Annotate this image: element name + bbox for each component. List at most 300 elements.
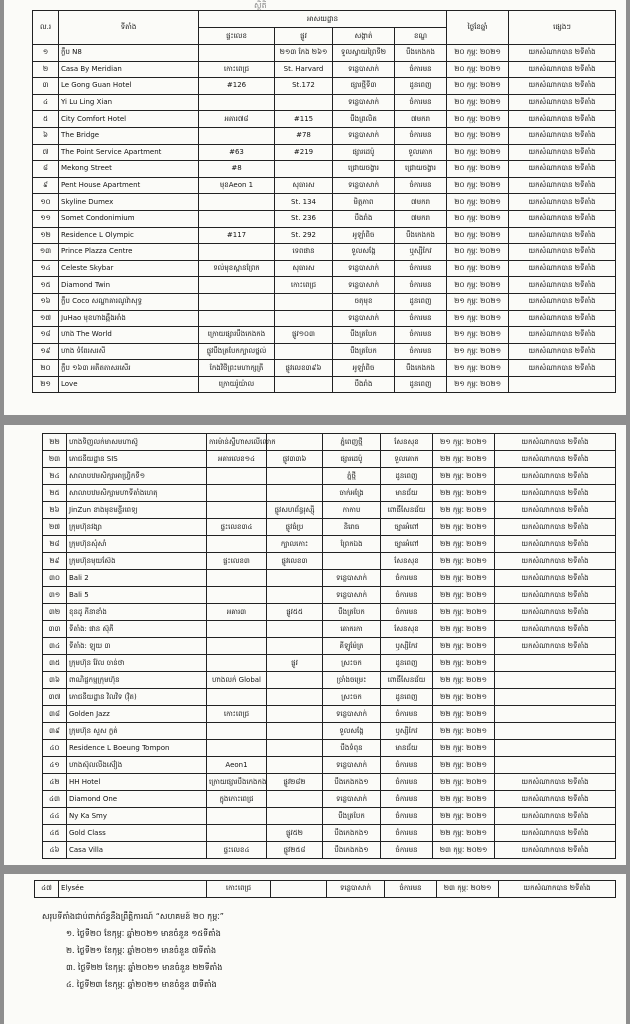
- cell-other: យកសំណាកបាន ២ទីតាំង: [495, 451, 616, 468]
- cell-other: [495, 672, 616, 689]
- cell-other: យកសំណាកបាន ២ទីតាំង: [495, 774, 616, 791]
- cell-street: [267, 740, 323, 757]
- cell-street: ផ្លូវ២៥៨: [267, 842, 323, 859]
- cell-name: សាលាបឋមសិក្សាមហាទីតាំងហេតុ: [67, 485, 207, 502]
- cell-district: ដូនពេញ: [395, 376, 447, 393]
- cell-no: ១៤: [33, 260, 59, 277]
- cell-house: [207, 825, 267, 842]
- cell-name: Elysée: [59, 881, 207, 898]
- cell-district: ចំការមន: [395, 327, 447, 344]
- cell-house: [199, 94, 275, 111]
- cell-name: Bali 2: [67, 570, 207, 587]
- cell-commune: ស្រះចក: [323, 689, 381, 706]
- cell-other: យកសំណាកបាន ២ទីតាំង: [495, 791, 616, 808]
- cell-house: ផ្ទះលេខ៣៤: [207, 519, 267, 536]
- cell-date: ២០ កុម្ភៈ ២០២១: [447, 144, 509, 161]
- cell-commune: ទន្លេបាសាក់: [323, 587, 381, 604]
- cell-commune: ទួលសង្កែ: [333, 244, 395, 261]
- cell-street: St. 236: [275, 210, 333, 227]
- cell-no: ២៨: [43, 536, 67, 553]
- cell-house: [199, 194, 275, 211]
- cell-other: យកសំណាកបាន ២ទីតាំង: [495, 434, 616, 451]
- table-row: [33, 244, 616, 261]
- cut-title: ស្ថិតិ: [254, 1, 267, 10]
- cell-date: ២២ កុម្ភៈ ២០២១: [433, 825, 495, 842]
- cell-district: ឫស្សីកែវ: [381, 638, 433, 655]
- cell-street: [267, 570, 323, 587]
- cell-no: ៣៣: [43, 621, 67, 638]
- table-row: [33, 177, 616, 194]
- cell-name: The Point Service Apartment: [59, 144, 199, 161]
- cell-no: ៤២: [43, 774, 67, 791]
- table-row: [43, 434, 616, 451]
- cell-street: ទេពផាន: [275, 244, 333, 261]
- locations-table-1: [32, 10, 616, 393]
- cell-no: ១៥: [33, 277, 59, 294]
- cell-commune: ផ្សារថ្មីទី៣: [333, 78, 395, 95]
- cell-name: City Comfort Hotel: [59, 111, 199, 128]
- cell-date: ២០ កុម្ភៈ ២០២១: [447, 227, 509, 244]
- cell-no: ៤០: [43, 740, 67, 757]
- table-row: [43, 791, 616, 808]
- cell-commune: ទន្លេបាសាក់: [323, 791, 381, 808]
- cell-date: ២១ កុម្ភៈ ២០២១: [433, 434, 495, 451]
- cell-district: ឫស្សីកែវ: [381, 723, 433, 740]
- table-row: [33, 161, 616, 178]
- table-row: [43, 468, 616, 485]
- cell-district: សែនសុខ: [381, 553, 433, 570]
- cell-other: យកសំណាកបាន ២ទីតាំង: [509, 177, 616, 194]
- cell-other: យកសំណាកបាន ២ទីតាំង: [509, 327, 616, 344]
- cell-district: ដូនពេញ: [395, 293, 447, 310]
- cell-name: ក្រុមហ៊ុន វ៉ែល ចាន់ថា: [67, 655, 207, 672]
- cell-name: JinZun ខាងមុខមន្ទីរពេទ្យ: [67, 502, 207, 519]
- cell-street: ផ្លូវសហព័ន្ធរុស្ស៊ី: [267, 502, 323, 519]
- cell-name: Mekong Street: [59, 161, 199, 178]
- cell-house: [207, 570, 267, 587]
- cell-commune: ទន្លេបាសាក់: [333, 61, 395, 78]
- table-row: [33, 94, 616, 111]
- cell-commune: ទន្លេបាសាក់: [333, 94, 395, 111]
- cell-name: Somet Condonimium: [59, 210, 199, 227]
- table-sheet-2: [4, 425, 626, 865]
- cell-date: ២២ កុម្ភៈ ២០២១: [433, 570, 495, 587]
- cell-no: ៤: [33, 94, 59, 111]
- cell-district: បឹងកេងកង: [395, 227, 447, 244]
- table-row: [33, 293, 616, 310]
- cell-other: យកសំណាកបាន ២ទីតាំង: [495, 468, 616, 485]
- cell-no: ៤១: [43, 757, 67, 774]
- cell-no: ១: [33, 45, 59, 62]
- cell-street: St. Harvard: [275, 61, 333, 78]
- table-sheet-3: [4, 874, 626, 1024]
- cell-date: ២២ កុម្ភៈ ២០២១: [433, 774, 495, 791]
- cell-other: យកសំណាកបាន ២ទីតាំង: [509, 310, 616, 327]
- cell-house: អគារ៣: [207, 604, 267, 621]
- cell-other: [495, 689, 616, 706]
- cell-house: ផ្លូវបឹងត្របែកក្បាលថ្នល់: [199, 343, 275, 360]
- table-row: [43, 689, 616, 706]
- cell-house: [199, 293, 275, 310]
- cell-name: JuHao មុខហាងឆ្អឹងអាំង: [59, 310, 199, 327]
- summary-notes: [34, 908, 616, 993]
- summary-item: ៤. ថ្ងៃទី២៣ ខែកុម្ភៈ ឆ្នាំ២០២១ មានចំនួន ៣ទីតាំង: [66, 979, 217, 989]
- cell-street: [267, 638, 323, 655]
- cell-street: [275, 376, 333, 393]
- cell-house: #126: [199, 78, 275, 95]
- cell-other: យកសំណាកបាន ២ទីតាំង: [495, 638, 616, 655]
- cell-street: [267, 587, 323, 604]
- header-address: អាសយដ្ឋាន: [199, 11, 447, 28]
- cell-commune: អូឡាំពិច: [333, 360, 395, 377]
- locations-table-2: [42, 433, 616, 859]
- cell-no: ៤៣: [43, 791, 67, 808]
- cell-no: ២៦: [43, 502, 67, 519]
- cell-district: ជ្រោយចង្វារ: [395, 161, 447, 178]
- cell-name: Pent House Apartment: [59, 177, 199, 194]
- cell-other: [495, 723, 616, 740]
- cell-commune: បឹងត្របែក: [323, 808, 381, 825]
- cell-no: ៣៥: [43, 655, 67, 672]
- header-date: ថ្ងៃខែឆ្នាំ: [447, 11, 509, 45]
- cell-no: ២៤: [43, 468, 67, 485]
- cell-date: ២៣ កុម្ភៈ ២០២១: [437, 881, 499, 898]
- table-row: [43, 451, 616, 468]
- cell-name: Celeste Skybar: [59, 260, 199, 277]
- cell-name: Prince Plazza Centre: [59, 244, 199, 261]
- cell-commune: ទន្លេបាសាក់: [327, 881, 385, 898]
- cell-commune: ទន្លេបាសាក់: [333, 177, 395, 194]
- cell-house: ហាងលក់ Global: [207, 672, 267, 689]
- table-row: [43, 757, 616, 774]
- table-row: [43, 536, 616, 553]
- cell-date: ២០ កុម្ភៈ ២០២១: [447, 111, 509, 128]
- cell-commune: ផ្សារដេប៉ូ: [333, 144, 395, 161]
- cell-house: [207, 689, 267, 706]
- cell-district: ចំការមន: [395, 310, 447, 327]
- cell-no: ២៥: [43, 485, 67, 502]
- cell-name: ពាណិជ្ជកម្មក្រុមហ៊ុន: [67, 672, 207, 689]
- cell-no: ១៨: [33, 327, 59, 344]
- cell-other: យកសំណាកបាន ២ទីតាំង: [509, 277, 616, 294]
- cell-name: ក្រុមហ៊ុនវង្សា: [67, 519, 207, 536]
- cell-name: Bali 5: [67, 587, 207, 604]
- cell-other: យកសំណាកបាន ២ទីតាំង: [509, 144, 616, 161]
- cell-date: ២១ កុម្ភៈ ២០២១: [447, 343, 509, 360]
- cell-house: កែងវិថីព្រះមហាក្សត្រី: [199, 360, 275, 377]
- cell-district: ច្បារអំពៅ: [381, 519, 433, 536]
- cell-street: [275, 293, 333, 310]
- cell-name: សាលាបឋមសិក្សាអាហ្វ្រិកទី១: [67, 468, 207, 485]
- table-row: [33, 227, 616, 244]
- cell-commune: អូឡាំពិច: [333, 227, 395, 244]
- cell-no: ៣២: [43, 604, 67, 621]
- cell-date: ២០ កុម្ភៈ ២០២១: [447, 210, 509, 227]
- cell-house: មុខAeon 1: [199, 177, 275, 194]
- cell-other: យកសំណាកបាន ២ទីតាំង: [495, 502, 616, 519]
- cell-district: ច្បារអំពៅ: [381, 536, 433, 553]
- cell-no: ៦: [33, 127, 59, 144]
- cell-district: ចំការមន: [381, 808, 433, 825]
- cell-street: #115: [275, 111, 333, 128]
- cell-district: ចំការមន: [381, 604, 433, 621]
- cell-district: ពោធិ៍សែនជ័យ: [381, 502, 433, 519]
- cell-date: ២២ កុម្ភៈ ២០២១: [433, 672, 495, 689]
- cell-district: ដូនពេញ: [395, 78, 447, 95]
- cell-commune: ទន្លេបាសាក់: [323, 570, 381, 587]
- cell-name: Love: [59, 376, 199, 393]
- cell-street: ផ្លូវលេខ៣: [267, 553, 323, 570]
- cell-date: ២២ កុម្ភៈ ២០២១: [433, 706, 495, 723]
- cell-commune: [323, 553, 381, 570]
- cell-district: ទួលគោក: [395, 144, 447, 161]
- cell-house: [207, 587, 267, 604]
- cell-name: ភោជនីយដ្ឋាន SIS: [67, 451, 207, 468]
- cell-street: ផ្លូវ៥២: [267, 825, 323, 842]
- cell-other: យកសំណាកបាន ២ទីតាំង: [499, 881, 616, 898]
- cell-house: [199, 45, 275, 62]
- cell-district: ចំការមន: [395, 277, 447, 294]
- cell-district: ឬស្សីកែវ: [395, 244, 447, 261]
- cell-date: ២១ កុម្ភៈ ២០២១: [447, 376, 509, 393]
- cell-date: ២០ កុម្ភៈ ២០២១: [447, 61, 509, 78]
- cell-other: យកសំណាកបាន ២ទីតាំង: [509, 194, 616, 211]
- cell-house: [207, 502, 267, 519]
- cell-no: ១៧: [33, 310, 59, 327]
- cell-date: ២២ កុម្ភៈ ២០២១: [433, 740, 495, 757]
- cell-no: ១១: [33, 210, 59, 227]
- cell-commune: ផ្សារដេប៉ូ: [323, 451, 381, 468]
- cell-no: ១២: [33, 227, 59, 244]
- cell-commune: ចាក់អង្រែ: [323, 485, 381, 502]
- cell-house: ក្រោយផ្សារបឹងកេងកង: [199, 327, 275, 344]
- cell-other: យកសំណាកបាន ២ទីតាំង: [495, 842, 616, 859]
- cell-no: ១០: [33, 194, 59, 211]
- cell-other: យកសំណាកបាន ២ទីតាំង: [509, 227, 616, 244]
- cell-other: យកសំណាកបាន ២ទីតាំង: [509, 210, 616, 227]
- cell-name: ទីតាំង: ផាន ស៊ុភី: [67, 621, 207, 638]
- cell-street: ផ្លូវ៣៣៦: [267, 451, 323, 468]
- cell-district: សែនសុខ: [381, 621, 433, 638]
- cell-date: ២០ កុម្ភៈ ២០២១: [447, 161, 509, 178]
- summary-item: ៣. ថ្ងៃទី២២ ខែកុម្ភៈ ឆ្នាំ២០២១ មានចំនួន ២២ទីតាំង: [66, 962, 223, 972]
- table-sheet-1: [4, 0, 626, 415]
- cell-other: យកសំណាកបាន ២ទីតាំង: [495, 519, 616, 536]
- cell-district: ចំការមន: [395, 94, 447, 111]
- cell-commune: ចតុមុខ: [333, 293, 395, 310]
- cell-commune: ទន្លេបាសាក់: [333, 310, 395, 327]
- cell-house: [207, 740, 267, 757]
- cell-street: #78: [275, 127, 333, 144]
- table-row: [43, 604, 616, 621]
- cell-commune: ទន្លេបាសាក់: [333, 127, 395, 144]
- cell-name: Skyline Dumex: [59, 194, 199, 211]
- cell-street: [275, 343, 333, 360]
- table-row: [43, 655, 616, 672]
- table-row: [43, 825, 616, 842]
- cell-date: ២២ កុម្ភៈ ២០២១: [433, 536, 495, 553]
- cell-name: Casa By Meridian: [59, 61, 199, 78]
- cell-no: ២១: [33, 376, 59, 393]
- cell-name: ក្រុមហ៊ុន សួស ក្លត់: [67, 723, 207, 740]
- cell-name: ហាងស៊ុលលីងស៊ៀង: [67, 757, 207, 774]
- cell-commune: ជ្រោយចង្វារ: [333, 161, 395, 178]
- cell-commune: ស្រះចក: [323, 655, 381, 672]
- cell-street: កោះពេជ្រ: [275, 277, 333, 294]
- cell-commune: និរោធ: [323, 519, 381, 536]
- cell-no: ១៦: [33, 293, 59, 310]
- cell-house: កោះពេជ្រ: [207, 706, 267, 723]
- cell-street: [267, 706, 323, 723]
- table-row: [33, 277, 616, 294]
- cell-other: យកសំណាកបាន ២ទីតាំង: [509, 45, 616, 62]
- cell-commune: បឹងត្របែក: [333, 327, 395, 344]
- cell-name: ក្រុមហ៊ុនមុយស៊ែង: [67, 553, 207, 570]
- cell-date: ២១ កុម្ភៈ ២០២១: [447, 327, 509, 344]
- cell-street: [267, 468, 323, 485]
- cell-house: #63: [199, 144, 275, 161]
- cell-street: ផ្លូវ២៨២: [267, 774, 323, 791]
- cell-other: យកសំណាកបាន ២ទីតាំង: [509, 111, 616, 128]
- table-row: [33, 61, 616, 78]
- header-no: ល.រ: [33, 11, 59, 45]
- cell-commune: គោករកា: [323, 621, 381, 638]
- table-row: [33, 343, 616, 360]
- cell-street: [271, 881, 327, 898]
- cell-street: #219: [275, 144, 333, 161]
- cell-other: [495, 706, 616, 723]
- cell-name: ហាងទិញលក់មាសមហាស៊ូ: [67, 434, 207, 451]
- cell-no: ៨: [33, 161, 59, 178]
- table-row: [43, 485, 616, 502]
- cell-name: Ny Ka Smy: [67, 808, 207, 825]
- cell-date: ២២ កុម្ភៈ ២០២១: [433, 621, 495, 638]
- cell-other: [509, 376, 616, 393]
- cell-commune: ទួលស្វាយព្រៃទី២: [333, 45, 395, 62]
- cell-no: ៤៥: [43, 825, 67, 842]
- cell-name: Diamond Twin: [59, 277, 199, 294]
- cell-no: ៣៤: [43, 638, 67, 655]
- cell-name: Yi Lu Ling Xian: [59, 94, 199, 111]
- table-row: [43, 570, 616, 587]
- cell-date: ២០ កុម្ភៈ ២០២១: [447, 244, 509, 261]
- cell-date: ២២ កុម្ភៈ ២០២១: [433, 638, 495, 655]
- cell-other: [495, 655, 616, 672]
- cell-commune: ទួលសង្កែ: [323, 723, 381, 740]
- cell-commune: បឹងព្រលិត: [333, 111, 395, 128]
- table-row: [33, 376, 616, 393]
- cell-name: The Bridge: [59, 127, 199, 144]
- cell-house: [207, 655, 267, 672]
- cell-district: ចំការមន: [395, 260, 447, 277]
- cell-house: ការម៉ាន់ស្ទីហាសលើលោក: [207, 434, 267, 451]
- table-row: [43, 808, 616, 825]
- cell-name: Gold Class: [67, 825, 207, 842]
- cell-street: ផ្លូវ៥៥: [267, 604, 323, 621]
- cell-commune: បឹងត្របែក: [333, 343, 395, 360]
- summary-item: ២. ថ្ងៃទី២១ ខែកុម្ភៈ ឆ្នាំ២០២១ មានចំនួន ៧ទីតាំង: [66, 945, 217, 955]
- cell-commune: បឹងរាំង: [333, 376, 395, 393]
- cell-name: ក្រុមហ៊ុនសុំសាំ: [67, 536, 207, 553]
- cell-date: ២២ កុម្ភៈ ២០២១: [433, 468, 495, 485]
- cell-name: ហាង The World: [59, 327, 199, 344]
- header-district: ខណ្ឌ: [395, 28, 447, 45]
- cell-commune: បឹងត្របែក: [323, 604, 381, 621]
- cell-street: ផ្លូវលេខ៣៩៦: [275, 360, 333, 377]
- cell-street: សុធារស: [275, 177, 333, 194]
- cell-district: បឹងកេងកង: [395, 360, 447, 377]
- cell-commune: បឹងរាំង: [333, 210, 395, 227]
- cell-date: ២១ កុម្ភៈ ២០២១: [447, 310, 509, 327]
- cell-street: [275, 161, 333, 178]
- table-row: [33, 210, 616, 227]
- cell-district: បឹងកេងកង: [395, 45, 447, 62]
- cell-name: Casa Villa: [67, 842, 207, 859]
- cell-district: ចំការមន: [395, 127, 447, 144]
- table-row: [33, 310, 616, 327]
- cell-district: ចំការមន: [381, 570, 433, 587]
- cell-street: [267, 808, 323, 825]
- summary-heading: សរុបទីតាំងជាប់ពាក់ព័ន្ធនឹងព្រឹត្តិការណ៍ “សហគមន៍ ២០ កុម្ភៈ”: [42, 911, 224, 921]
- cell-district: ៧មករា: [395, 111, 447, 128]
- cell-district: ចំការមន: [381, 825, 433, 842]
- cell-name: HH Hotel: [67, 774, 207, 791]
- locations-table-3: [34, 880, 616, 898]
- cell-name: ភោជនីយដ្ឋាន វិលវិទ (វ៉ិត): [67, 689, 207, 706]
- summary-item: ១. ថ្ងៃទី២០ ខែកុម្ភៈ ឆ្នាំ២០២១ មានចំនួន ១៥ទីតាំង: [66, 928, 221, 938]
- table-row: [33, 144, 616, 161]
- cell-district: ចំការមន: [395, 343, 447, 360]
- cell-date: ២០ កុម្ភៈ ២០២១: [447, 277, 509, 294]
- cell-street: [267, 485, 323, 502]
- table-row: [43, 621, 616, 638]
- cell-district: ទួលគោក: [381, 451, 433, 468]
- cell-house: អគារលេខ១៤: [207, 451, 267, 468]
- cell-other: យកសំណាកបាន ២ទីតាំង: [509, 127, 616, 144]
- cell-street: [267, 791, 323, 808]
- cell-no: ៤៧: [35, 881, 59, 898]
- cell-no: ៥: [33, 111, 59, 128]
- header-other: ផ្សេងៗ: [509, 11, 616, 45]
- cell-commune: ទន្លេបាសាក់: [323, 757, 381, 774]
- cell-date: ២២ កុម្ភៈ ២០២១: [433, 723, 495, 740]
- cell-no: ៣១: [43, 587, 67, 604]
- table-row: [43, 723, 616, 740]
- cell-other: យកសំណាកបាន ២ទីតាំង: [495, 621, 616, 638]
- cell-commune: មិត្តភាព: [333, 194, 395, 211]
- cell-date: ២២ កុម្ភៈ ២០២១: [433, 791, 495, 808]
- cell-no: ២២: [43, 434, 67, 451]
- header-name: ទីតាំង: [59, 11, 199, 45]
- cell-house: [207, 621, 267, 638]
- cell-date: ២២ កុម្ភៈ ២០២១: [433, 451, 495, 468]
- cell-district: ចំការមន: [381, 587, 433, 604]
- cell-street: ផ្លូវ១០៣: [275, 327, 333, 344]
- cell-house: ក្រោយផ្សារបឹងកេងកង: [207, 774, 267, 791]
- table-row: [43, 553, 616, 570]
- cell-name: ខុនដូ ភីនាខាំង: [67, 604, 207, 621]
- cell-district: ចំការមន: [395, 61, 447, 78]
- cell-house: [207, 485, 267, 502]
- cell-street: [267, 757, 323, 774]
- cell-house: [207, 638, 267, 655]
- cell-no: ៤៤: [43, 808, 67, 825]
- cell-street: St. 292: [275, 227, 333, 244]
- cell-date: ២២ កុម្ភៈ ២០២១: [433, 519, 495, 536]
- cell-house: ក្នុងកោះពេជ្រ: [207, 791, 267, 808]
- cell-other: យកសំណាកបាន ២ទីតាំង: [495, 825, 616, 842]
- cell-commune: បឹងកេងកង១: [323, 774, 381, 791]
